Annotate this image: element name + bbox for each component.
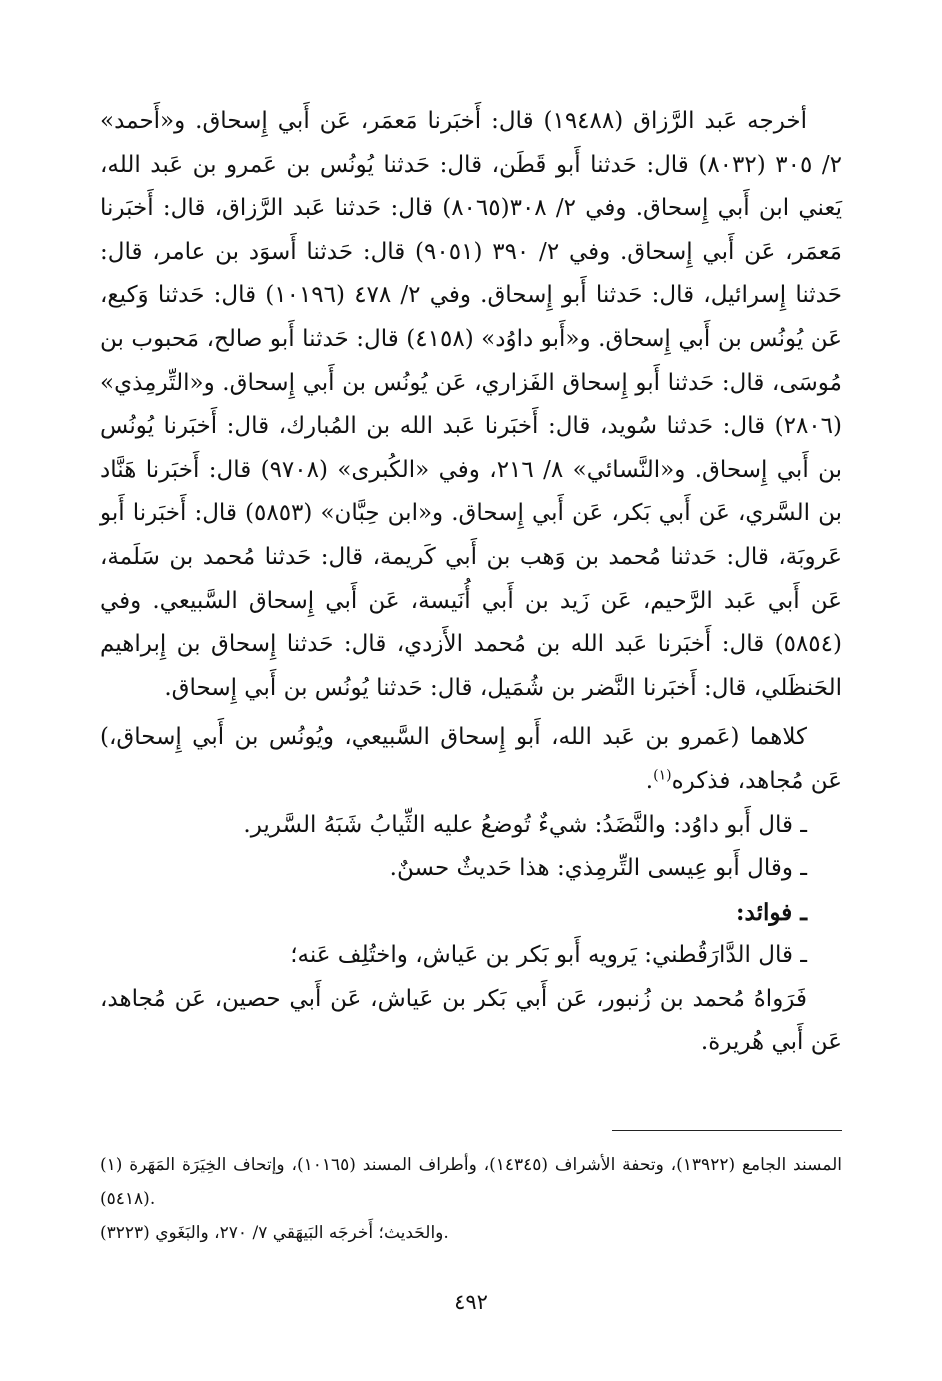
summary-paragraph xyxy=(100,716,842,803)
footnote-1: (١) المسند الجامع (١٣٩٢٢)، وتحفة الأشراف (١٤٣٤٥)، وأطراف المسند (١٠١٦٥)، وإتحاف الخِيَرَة المَهَرة (٥٤١٨). xyxy=(100,1155,842,1209)
benefits-heading: ـ فوائد: xyxy=(736,898,807,926)
footnotes xyxy=(100,1148,842,1250)
tirmidhi-note: ـ وقال أَبو عِيسى التِّرمِذي: هذا حَديثٌ حسنٌ. xyxy=(389,855,807,882)
summary-end: . xyxy=(645,767,654,794)
summary-text: كلاهما (عَمرو بن عَبد الله، أَبو إِسحاق السَّبيعي، ويُونُس بن أَبي إِسحاق،) عَن مُجاهد، فذكره xyxy=(100,724,842,794)
footnote-separator xyxy=(612,1130,842,1131)
abu-dawud-note: ـ قال أَبو داوُد: والنَّضَدُ: شيءٌ تُوضعُ عليه الثِّيابُ شَبَهُ السَّرير. xyxy=(243,811,807,838)
narration-paragraph: فَرَواهُ مُحمد بن زُنبور، عَن أَبي بَكر بن عَياش، عَن أَبي حصين، عَن مُجاهد، عَن أَبي هُريرة. xyxy=(100,985,842,1056)
page-number: ٤٩٢ xyxy=(454,1290,488,1314)
daraqutni-note: ـ قال الدَّارَقُطني: يَرويه أَبو بَكر بن عَياش، واختُلِف عَنه؛ xyxy=(290,942,807,969)
takhrij-paragraph: أخرجه عَبد الرَّزاق (١٩٤٨٨) قال: أَخبَرنا مَعمَر، عَن أَبي إِسحاق. و«أَحمد» ٢/ ٣٠٥ (٨٠٣٢) قال: حَدثنا أَبو قَطَن، قال: حَدثنا يُونُس بن عَمرو بن عَبد الله، يَعني ابن أَبي إِسحاق. وفي ٢/ ٣٠٨(٨٠٦٥) قال: حَدثنا عَبد الرَّزاق، قال: أَخبَرنا مَعمَر، عَن أَبي إِسحاق. وفي ٢/ ٣٩٠ (٩٠٥١) قال: حَدثنا أَسوَد بن عامر، قال: حَدثنا إِسرائيل، قال: حَدثنا أَبو إِسحاق. وفي ٢/ ٤٧٨ (١٠١٩٦) قال: حَدثنا وَكيع، عَن يُونُس بن أَبي إِسحاق. و«أَبو داوُد» (٤١٥٨) قال: حَدثنا أَبو صالح، مَحبوب بن مُوسَى، قال: حَدثنا أَبو إِسحاق الفَزاري، عَن يُونُس بن أَبي إِسحاق. و«التِّرمِذي» (٢٨٠٦) قال: حَدثنا سُويد، قال: أَخبَرنا عَبد الله بن المُبارك، قال: أَخبَرنا يُونُس بن أَبي إِسحاق. و«النَّسائي» ٨/ ٢١٦، وفي «الكُبرى» (٩٧٠٨) قال: أَخبَرنا هَنَّاد بن السَّري، عَن أَبي بَكر، عَن أَبي إِسحاق. و«ابن حِبَّان» (٥٨٥٣) قال: أَخبَرنا أَبو عَروبَة، قال: حَدثنا مُحمد بن وَهب بن أَبي كَريمة، قال: حَدثنا مُحمد بن سَلَمة، عَن أَبي عَبد الرَّحيم، عَن زَيد بن أَبي أُنَيسة، عَن أَبي إِسحاق السَّبيعي. وفي (٥٨٥٤) قال: أَخبَرنا عَبد الله بن مُحمد الأَزدي، قال: حَدثنا إِسحاق بن إِبراهيم الحَنظَلي، قال: أَخبَرنا النَّضر بن شُمَيل، قال: حَدثنا يُونُس بن أَبي إِسحاق. xyxy=(100,108,843,701)
footnote-2: والحَديث؛ أَخرجَه البَيهَقي ٧/ ٢٧٠، والبَغَوي (٣٢٢٣). xyxy=(100,1223,449,1243)
footnote-reference: (١) xyxy=(653,767,672,784)
